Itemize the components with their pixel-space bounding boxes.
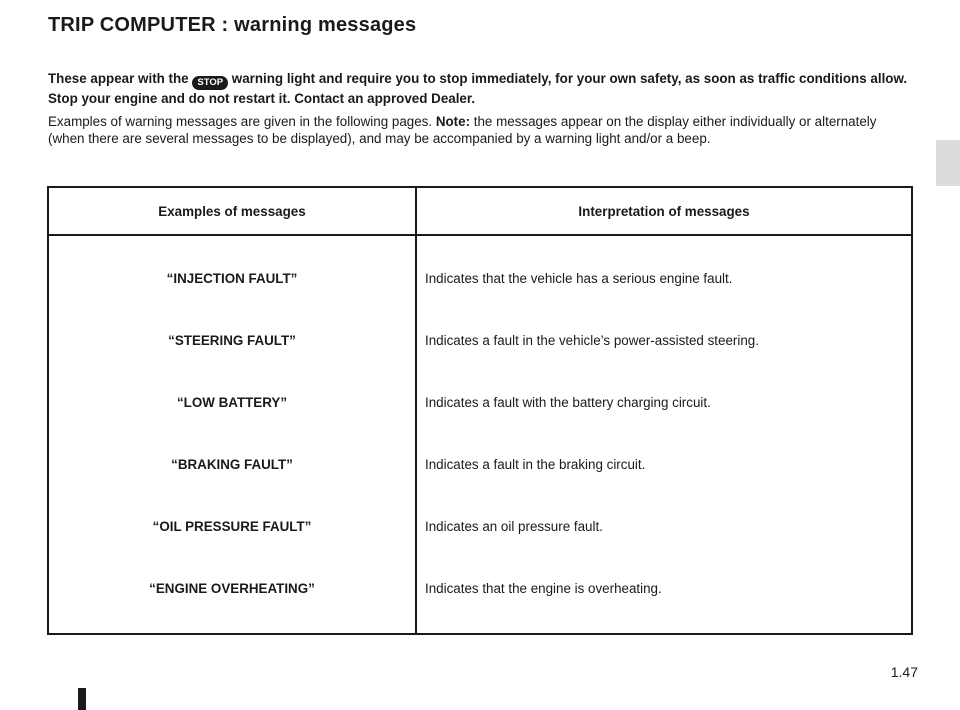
interpretation-cell: Indicates that the engine is overheating.: [425, 580, 662, 596]
intro-section: [48, 70, 916, 153]
interpretation-cell: Indicates that the vehicle has a serious engine fault.: [425, 270, 733, 286]
header-interpretation: Interpretation of messages: [578, 203, 750, 219]
page-title: TRIP COMPUTER : warning messages: [48, 14, 417, 36]
stop-warning-icon: STOP: [192, 76, 228, 90]
stop-warning-paragraph: [48, 70, 916, 107]
message-cell: “STEERING FAULT”: [168, 332, 296, 348]
interpretation-cell: Indicates a fault with the battery charging circuit.: [425, 394, 711, 410]
print-crop-mark: [78, 688, 86, 710]
examples-text-rest: the messages appear on the display either individually or alternately (when there are several messages to be displayed), and may be accompanied by a warning light and/or a beep.: [48, 114, 877, 146]
message-cell: “INJECTION FAULT”: [166, 270, 298, 286]
examples-paragraph: [48, 113, 916, 147]
table-body: [49, 236, 911, 633]
interpretation-cell: Indicates a fault in the braking circuit.: [425, 456, 646, 472]
page-number: 1.47: [890, 664, 918, 680]
examples-text-start: Examples of warning messages are given in the following pages.: [48, 114, 436, 129]
interpretations-column: [417, 236, 911, 633]
message-cell: “ENGINE OVERHEATING”: [149, 580, 315, 596]
interpretation-cell: Indicates a fault in the vehicle’s power-assisted steering.: [425, 332, 759, 348]
note-label: Note:: [435, 114, 471, 129]
table-header-row: [49, 188, 911, 236]
message-cell: “OIL PRESSURE FAULT”: [152, 518, 312, 534]
warning-messages-table: [47, 186, 913, 635]
section-tab-marker: [936, 140, 960, 186]
message-cell: “LOW BATTERY”: [176, 394, 288, 410]
stop-warning-text-start: These appear with the: [48, 71, 193, 86]
interpretation-cell: Indicates an oil pressure fault.: [425, 518, 603, 534]
messages-column: [49, 236, 417, 633]
header-examples: Examples of messages: [49, 188, 417, 234]
stop-warning-text-end: warning light and require you to stop immediately, for your own safety, as soon as traffic conditions allow. Stop your engine and do not restart it. Contact an approved Dealer.: [48, 71, 908, 106]
message-cell: “BRAKING FAULT”: [171, 456, 293, 472]
